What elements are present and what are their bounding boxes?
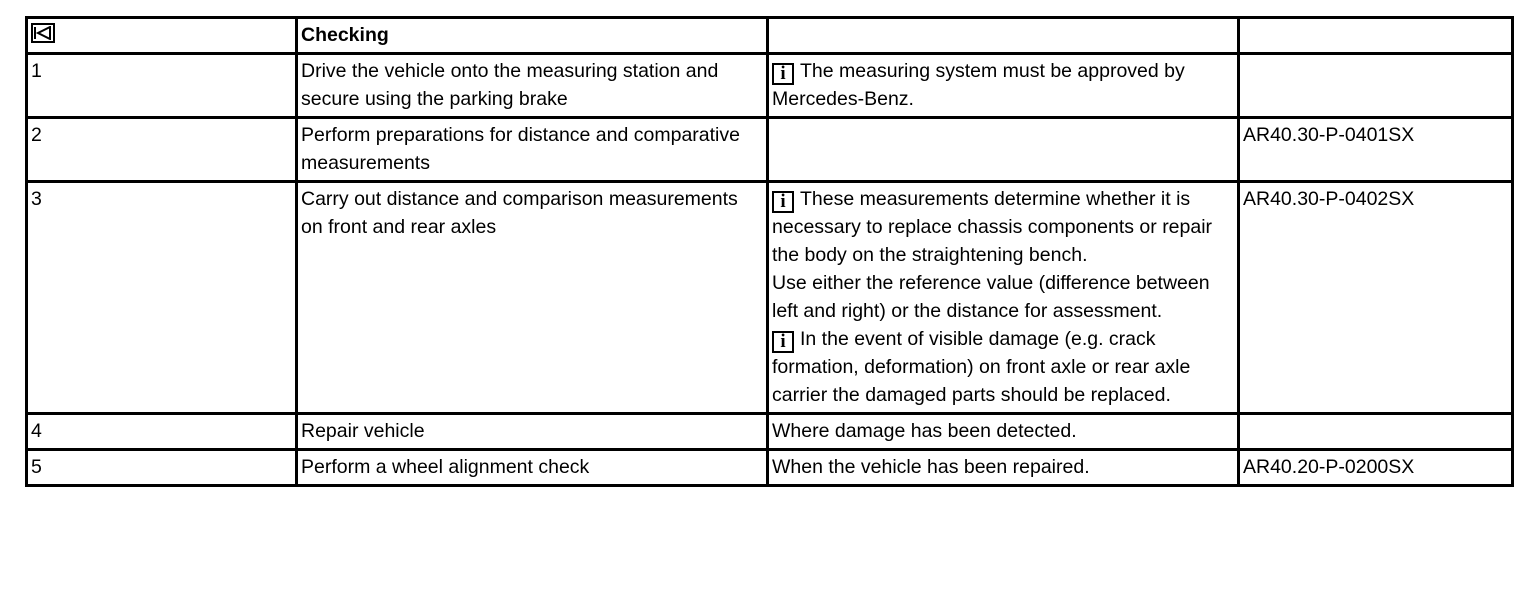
step-ref[interactable]: AR40.30-P-0402SX <box>1239 182 1513 414</box>
info-icon: i <box>772 331 794 353</box>
header-title: Checking <box>297 18 768 54</box>
step-action: Perform preparations for distance and comparative measurements <box>297 118 768 182</box>
step-notes <box>768 182 1239 414</box>
step-ref[interactable]: AR40.30-P-0401SX <box>1239 118 1513 182</box>
step-number: 3 <box>27 182 297 414</box>
note-text: The measuring system must be approved by Mercedes-Benz. <box>772 60 1185 110</box>
table-row <box>27 54 1513 118</box>
step-notes <box>768 54 1239 118</box>
info-icon: i <box>772 191 794 213</box>
step-ref[interactable] <box>1239 414 1513 450</box>
step-notes: Where damage has been detected. <box>768 414 1239 450</box>
step-notes <box>768 118 1239 182</box>
back-arrow-icon[interactable] <box>31 23 55 43</box>
table-header-row <box>27 18 1513 54</box>
note-text: Use either the reference value (difference between left and right) or the distance for assessment. <box>772 272 1210 322</box>
step-number: 4 <box>27 414 297 450</box>
step-action: Carry out distance and comparison measurements on front and rear axles <box>297 182 768 414</box>
back-cell[interactable] <box>27 18 297 54</box>
step-action: Perform a wheel alignment check <box>297 450 768 486</box>
step-ref[interactable] <box>1239 54 1513 118</box>
step-action: Repair vehicle <box>297 414 768 450</box>
info-icon: i <box>772 63 794 85</box>
table-row <box>27 414 1513 450</box>
procedure-table <box>25 16 1514 487</box>
step-action: Drive the vehicle onto the measuring station and secure using the parking brake <box>297 54 768 118</box>
table-row <box>27 118 1513 182</box>
header-ref-cell <box>1239 18 1513 54</box>
note-text: In the event of visible damage (e.g. crack formation, deformation) on front axle or rear axle carrier the damaged parts should be replaced. <box>772 328 1191 406</box>
step-ref[interactable]: AR40.20-P-0200SX <box>1239 450 1513 486</box>
note-text: These measurements determine whether it is necessary to replace chassis components or repair the body on the straightening bench. <box>772 188 1213 266</box>
step-notes: When the vehicle has been repaired. <box>768 450 1239 486</box>
step-number: 5 <box>27 450 297 486</box>
step-number: 2 <box>27 118 297 182</box>
table-row <box>27 450 1513 486</box>
header-notes-cell <box>768 18 1239 54</box>
table-row <box>27 182 1513 414</box>
step-number: 1 <box>27 54 297 118</box>
